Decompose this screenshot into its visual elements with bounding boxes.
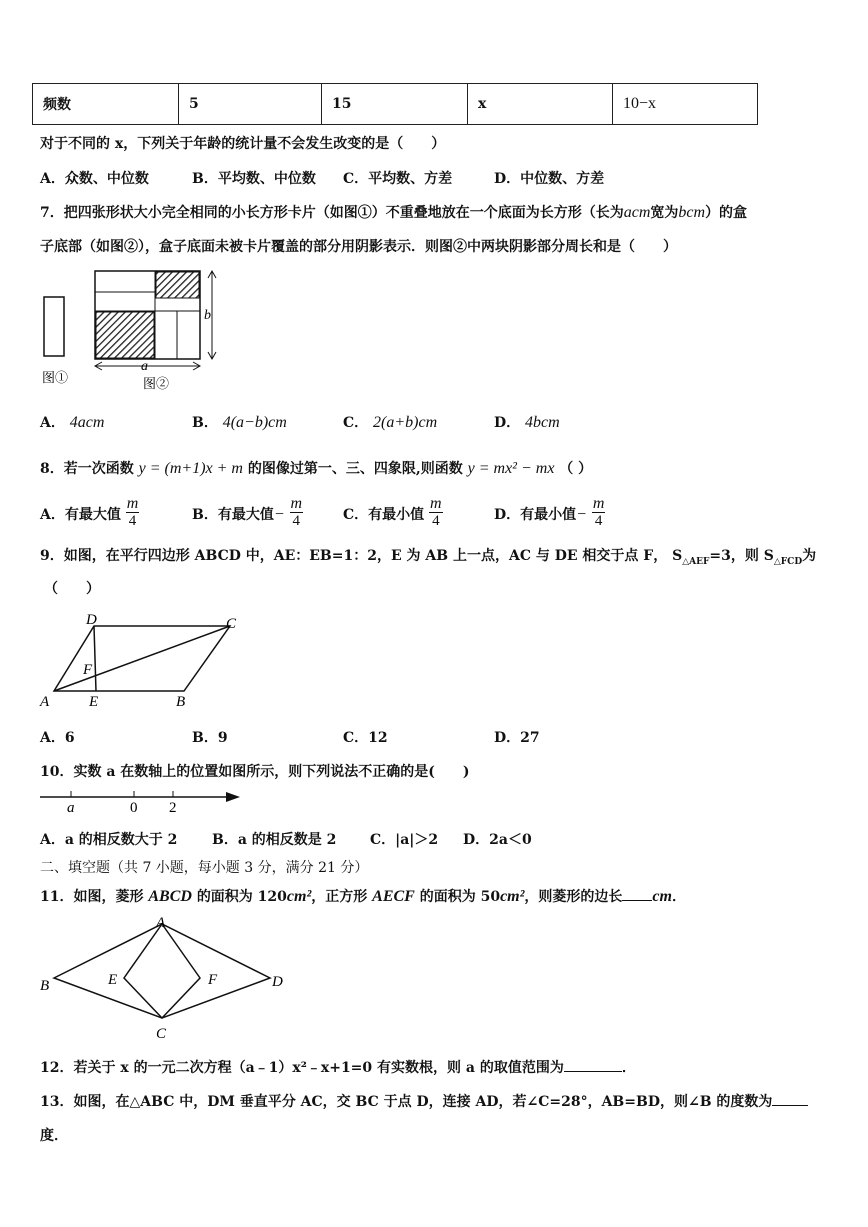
point-label: C: [156, 1026, 167, 1042]
q10-option-b: B．a 的相反数是 2: [212, 832, 337, 848]
q7-option-a: A． 4acm: [40, 414, 105, 431]
table-row: [33, 84, 758, 125]
q8-option-b: B．有最大值− $\frac{m}{4}$: [192, 495, 303, 529]
point-label: B: [176, 694, 186, 710]
point-label: E: [89, 694, 99, 710]
point-label: F: [83, 662, 93, 678]
section-heading: 二、填空题（共 7 小题，每小题 3 分，满分 21 分）: [40, 860, 369, 876]
q10-stem: 10．实数 a 在数轴上的位置如图所示，则下列说法不正确的是( ): [40, 764, 470, 780]
label-a: a: [141, 359, 148, 374]
point-label: E: [108, 972, 118, 988]
axis-label: a: [67, 800, 75, 816]
table-cell: 频数: [33, 84, 179, 125]
q7-option-c: C． 2(a+b)cm: [343, 414, 438, 431]
q10-option-c: C．|a|＞2: [370, 832, 439, 848]
q11-rhombus-figure: [36, 914, 290, 1042]
q8-stem: 8．若一次函数 y = (m+1)x + m 的图像过第一、三、四象限,则函数 y = mx² − mx （ ）: [40, 460, 593, 477]
q7-stem-line1: 7．把四张形状大小完全相同的小长方形卡片（如图①）不重叠地放在一个底面为长方形（长为acm宽为bcm）的盒: [40, 204, 748, 221]
answer-blank[interactable]: [564, 1071, 622, 1072]
fig1-label: 图①: [42, 370, 69, 385]
table-cell: 15: [322, 84, 468, 125]
point-label: F: [208, 972, 218, 988]
q8-option-a: A．有最大值 $\frac{m}{4}$: [40, 495, 139, 529]
q6-option-a: A．众数、中位数: [40, 171, 149, 187]
q11-stem: 11．如图，菱形 ABCD 的面积为 120cm²，正方形 AECF 的面积为 50cm²，则菱形的边长 cm．: [40, 888, 686, 905]
frequency-table: [32, 83, 758, 125]
answer-blank[interactable]: [622, 900, 652, 901]
label-b: b: [204, 308, 211, 323]
shaded-region: [156, 272, 199, 298]
table-cell: 10−x: [613, 84, 758, 125]
q9-option-d: D．27: [494, 730, 540, 746]
point-label: A: [40, 694, 50, 710]
q9-option-c: C．12: [343, 730, 388, 746]
q9-option-b: B．9: [192, 730, 228, 746]
axis-label: 0: [130, 800, 138, 816]
q9-stem: 9．如图，在平行四边形 ABCD 中，AE：EB=1：2，E 为 AB 上一点，AC 与 DE 相交于点 F， $S_{\triangle AEF}=3$，则 $S_{\triangle FCD}$为: [40, 548, 817, 567]
q13-stem-line1: 13．如图，在△ABC 中，DM 垂直平分 AC，交 BC 于点 D，连接 AD，若∠C=28°，AB=BD，则∠B 的度数为: [40, 1091, 808, 1111]
point-label: A: [156, 915, 166, 931]
number-line-figure: [36, 786, 246, 816]
q7-stem-line2: 子底部（如图②），盒子底面未被卡片覆盖的部分用阴影表示．则图②中两块阴影部分周长和是（ ）: [40, 239, 677, 255]
fig2-label: 图②: [143, 376, 170, 391]
q7-option-b: B． 4(a−b)cm: [192, 414, 287, 431]
q6-stem: 对于不同的 x，下列关于年龄的统计量不会发生改变的是（ ）: [40, 136, 446, 152]
q13-stem-line2: 度．: [40, 1128, 68, 1144]
shaded-region: [96, 312, 154, 358]
q10-option-a: A．a 的相反数大于 2: [40, 832, 178, 848]
q9-parallelogram-figure: [36, 608, 246, 712]
point-label: D: [86, 612, 97, 628]
q12-stem: 12．若关于 x 的一元二次方程（a﹣1）x²﹣x+1=0 有实数根，则 a 的取值范围为 ．: [40, 1060, 636, 1076]
q8-option-d: D．有最小值− $\frac{m}{4}$: [494, 495, 605, 529]
q6-option-b: B．平均数、中位数: [192, 171, 316, 187]
table-cell: 5: [179, 84, 322, 125]
q10-option-d: D．2a＜0: [463, 832, 532, 848]
q9-option-a: A．6: [40, 730, 75, 746]
q7-figure: [36, 266, 236, 394]
answer-blank[interactable]: [772, 1105, 808, 1106]
point-label: D: [272, 974, 283, 990]
q8-option-c: C．有最小值 $\frac{m}{4}$: [343, 495, 442, 529]
q6-option-d: D．中位数、方差: [494, 171, 605, 187]
axis-label: 2: [169, 800, 177, 816]
point-label: C: [226, 616, 237, 632]
table-cell: x: [468, 84, 613, 125]
q9-paren: （ ）: [44, 581, 100, 597]
q7-option-d: D． 4bcm: [494, 414, 560, 431]
point-label: B: [40, 978, 50, 994]
q6-option-c: C．平均数、方差: [343, 171, 453, 187]
